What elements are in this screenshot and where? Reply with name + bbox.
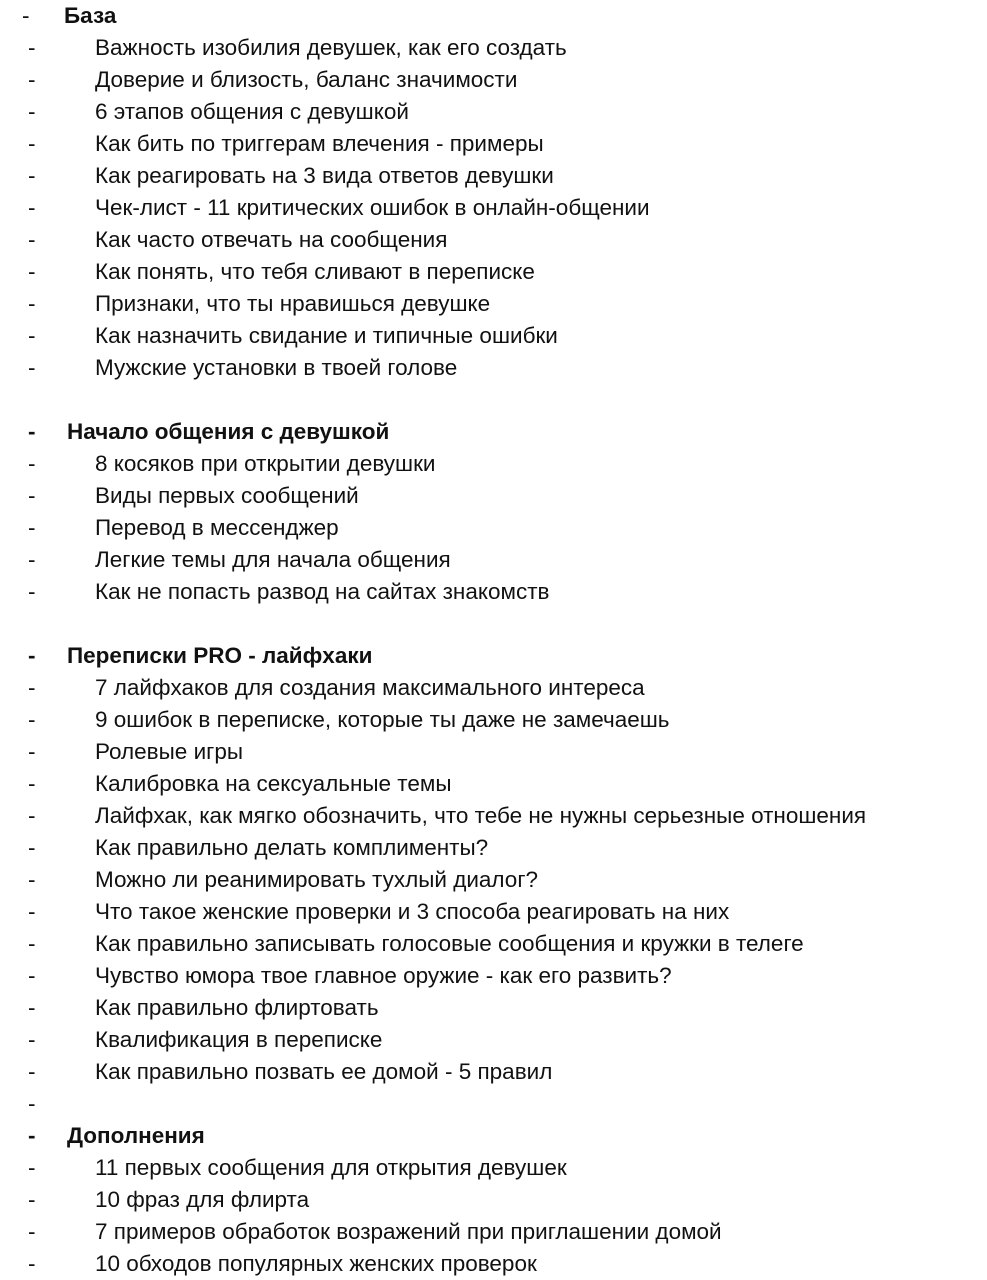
bullet-dash: - [28, 675, 36, 700]
list-item [0, 256, 987, 288]
list-item-text: Как правильно записывать голосовые сообщения и кружки в телеге [95, 931, 804, 956]
bullet-dash: - [28, 1155, 36, 1180]
bullet-dash: - [28, 1059, 36, 1084]
list-item-text: Виды первых сообщений [95, 483, 359, 508]
list-item [0, 1088, 987, 1120]
list-item [0, 448, 987, 480]
bullet-dash: - [28, 67, 36, 92]
list-item-text: Мужские установки в твоей голове [95, 355, 458, 380]
bullet-dash: - [28, 771, 36, 796]
list-item [0, 800, 987, 832]
bullet-dash: - [28, 995, 36, 1020]
bullet-dash: - [28, 803, 36, 828]
list-item [0, 512, 987, 544]
list-item [0, 224, 987, 256]
bullet-dash: - [22, 3, 30, 28]
list-item [0, 288, 987, 320]
bullet-dash: - [28, 1187, 36, 1212]
list-item-text: Как часто отвечать на сообщения [95, 227, 448, 252]
list-item [0, 1024, 987, 1056]
bullet-dash: - [28, 643, 36, 668]
list-item-text: Как реагировать на 3 вида ответов девушки [95, 163, 554, 188]
section-title: Начало общения с девушкой [67, 419, 390, 444]
list-item-text: Лайфхак, как мягко обозначить, что тебе не нужны серьезные отношения [95, 803, 867, 828]
list-item [0, 1248, 987, 1280]
bullet-dash: - [28, 547, 36, 572]
list-item-text: Что такое женские проверки и 3 способа реагировать на них [95, 899, 730, 924]
section-title: Дополнения [67, 1123, 205, 1148]
list-item [0, 64, 987, 96]
list-item-text: 6 этапов общения с девушкой [95, 99, 409, 124]
list-item [0, 960, 987, 992]
bullet-dash: - [28, 131, 36, 156]
bullet-dash: - [28, 1251, 36, 1276]
list-item [0, 736, 987, 768]
list-item [0, 480, 987, 512]
section-heading [0, 0, 987, 32]
list-item-text: 7 примеров обработок возражений при приглашении домой [95, 1219, 722, 1244]
list-item [0, 544, 987, 576]
list-item [0, 1152, 987, 1184]
bullet-dash: - [28, 963, 36, 988]
list-item-text: Как бить по триггерам влечения - примеры [95, 131, 544, 156]
bullet-dash: - [28, 195, 36, 220]
list-item-text: 10 обходов популярных женских проверок [95, 1251, 537, 1276]
section-title: База [64, 3, 117, 28]
list-item-text: Как правильно флиртовать [95, 995, 379, 1020]
list-item [0, 320, 987, 352]
list-item-text: Признаки, что ты нравишься девушке [95, 291, 491, 316]
list-item-text: Можно ли реанимировать тухлый диалог? [95, 867, 539, 892]
bullet-dash: - [28, 259, 36, 284]
bullet-dash: - [28, 99, 36, 124]
list-item-text: Как правильно позвать ее домой - 5 правил [95, 1059, 553, 1084]
list-item-text: Как назначить свидание и типичные ошибки [95, 323, 558, 348]
list-item-text: 8 косяков при открытии девушки [95, 451, 436, 476]
list-item-text: 9 ошибок в переписке, которые ты даже не замечаешь [95, 707, 670, 732]
list-item-text: Как правильно делать комплименты? [95, 835, 489, 860]
list-item [0, 704, 987, 736]
bullet-dash: - [28, 451, 36, 476]
section-heading [0, 416, 987, 448]
list-item-text: Как понять, что тебя сливают в переписке [95, 259, 535, 284]
bullet-dash: - [28, 291, 36, 316]
list-item-text: Важность изобилия девушек, как его создать [95, 35, 567, 60]
list-item-text: Чувство юмора твое главное оружие - как его развить? [95, 963, 672, 988]
bullet-dash: - [28, 355, 36, 380]
bullet-dash: - [28, 867, 36, 892]
list-item [0, 1056, 987, 1088]
bullet-dash: - [28, 323, 36, 348]
bullet-dash: - [28, 579, 36, 604]
list-item-text: Перевод в мессенджер [95, 515, 339, 540]
list-item [0, 576, 987, 608]
list-item-text: Квалификация в переписке [95, 1027, 383, 1052]
list-item [0, 1184, 987, 1216]
bullet-dash: - [28, 1219, 36, 1244]
list-item-text: 10 фраз для флирта [95, 1187, 310, 1212]
bullet-dash: - [28, 1027, 36, 1052]
list-item [0, 192, 987, 224]
list-item-text: Доверие и близость, баланс значимости [95, 67, 518, 92]
list-item [0, 128, 987, 160]
section-heading [0, 640, 987, 672]
list-item [0, 832, 987, 864]
list-item [0, 896, 987, 928]
list-item [0, 672, 987, 704]
list-item-text: Чек-лист - 11 критических ошибок в онлайн-общении [95, 195, 650, 220]
bullet-dash: - [28, 931, 36, 956]
list-item-text: 7 лайфхаков для создания максимального интереса [95, 675, 645, 700]
list-item [0, 768, 987, 800]
bullet-dash: - [28, 899, 36, 924]
bullet-dash: - [28, 1091, 36, 1116]
bullet-dash: - [28, 163, 36, 188]
bullet-dash: - [28, 419, 36, 444]
bullet-dash: - [28, 35, 36, 60]
list-item-text: Как не попасть развод на сайтах знакомств [95, 579, 550, 604]
list-item [0, 96, 987, 128]
bullet-dash: - [28, 1123, 36, 1148]
section-title: Переписки PRO - лайфхаки [67, 643, 373, 668]
list-item [0, 1216, 987, 1248]
list-item [0, 352, 987, 384]
list-item [0, 992, 987, 1024]
bullet-dash: - [28, 739, 36, 764]
list-item [0, 32, 987, 64]
bullet-dash: - [28, 227, 36, 252]
bullet-dash: - [28, 835, 36, 860]
list-item-text: Ролевые игры [95, 739, 244, 764]
bullet-dash: - [28, 707, 36, 732]
section-heading [0, 1120, 987, 1152]
list-item-text: Калибровка на сексуальные темы [95, 771, 452, 796]
list-item [0, 928, 987, 960]
list-item-text: Легкие темы для начала общения [95, 547, 451, 572]
list-item [0, 864, 987, 896]
bullet-dash: - [28, 483, 36, 508]
bullet-dash: - [28, 515, 36, 540]
list-item-text: 11 первых сообщения для открытия девушек [95, 1155, 567, 1180]
list-item [0, 160, 987, 192]
